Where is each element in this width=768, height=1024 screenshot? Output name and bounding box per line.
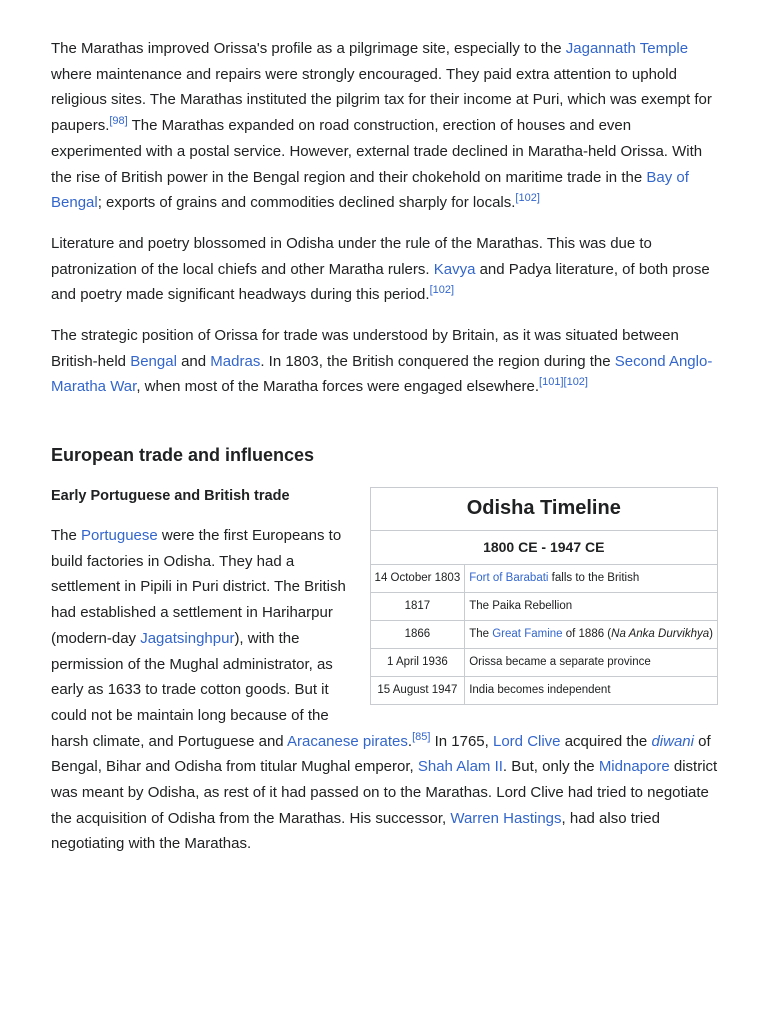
timeline-date: 1817 [370,593,465,621]
link-madras[interactable]: Madras [210,352,261,370]
paragraph-text: The Marathas improved Orissa's profile as a pilgrimage site, especially to the [51,40,566,57]
subsection-heading: Early Portuguese and British trade [51,488,290,504]
ref-102[interactable]: [102] [429,284,455,297]
link-bay-of-bengal[interactable]: Bay of Bengal [51,168,689,212]
paragraph-text: ; exports of grains and commodities declined sharply for locals. [97,194,516,212]
paragraph-strategic [51,323,713,400]
timeline-date: 15 August 1947 [370,677,465,705]
infobox-subtitle: 1800 CE - 1947 CE [370,531,717,565]
paragraph-text: In 1765, [430,732,493,750]
timeline-row [370,649,717,677]
timeline-event-text: ) [709,627,713,640]
link-kavya[interactable]: Kavya [433,260,476,278]
timeline-date: 1 April 1936 [370,649,465,677]
timeline-date: 1866 [370,621,465,649]
ref-85[interactable]: [85] [412,730,431,743]
timeline-row [370,593,717,621]
link-fort-of-barabati[interactable]: Fort of Barabati [469,571,549,584]
link-diwani[interactable] [651,733,694,750]
paragraph-portuguese [51,497,718,857]
timeline-event-italic: Na Anka Durvikhya [611,627,710,640]
timeline-event: The Paika Rebellion [465,593,718,621]
paragraph-text: The strategic position of Orissa for trade was understood by Britain, as it was situated between British-held [51,327,679,370]
timeline-event [465,565,718,593]
paragraph-text: and Padya literature, of both prose and poetry made significant headways during this period. [51,260,710,304]
timeline-infobox [370,487,718,705]
timeline-row [370,621,717,649]
paragraph-text: Literature and poetry blossomed in Odisha under the rule of the Marathas. This was due to patronization of the local chiefs and other Maratha rulers. [51,234,652,278]
link-great-famine[interactable]: Great Famine [492,627,563,640]
paragraph-text: ), with the permission of the Mughal administrator, as early as 1633 to trade cotton goods. But it could not be maintain long because of the harsh climate, and Portuguese and [51,629,333,750]
paragraph-text: where maintenance and repairs were strongly encouraged. They paid extra attention to uphold religious sites. The Marathas instituted the pilgrim tax for their income at Puri, which was exempt for paupers. [51,65,712,135]
link-jagannath-temple[interactable]: Jagannath Temple [565,40,689,57]
paragraph-text: of Bengal, Bihar and Odisha from titular Mughal emperor, [51,732,711,776]
paragraph-literature [51,231,713,308]
paragraph-text: . [407,732,413,750]
timeline-event-text: falls to the British [548,571,640,584]
ref-102[interactable]: [102] [563,376,588,389]
paragraph-text: were the first Europeans to build factories in Odisha. They had a settlement in Pipili in Puri district. The British had established a settlement in Hariharpur (modern-day [51,527,346,647]
paragraph-text: , had also tried negotiating with the Marathas. [51,809,660,853]
link-jagatsinghpur[interactable]: Jagatsinghpur [140,629,235,647]
paragraph-text: , when most of the Maratha forces were engaged elsewhere. [136,378,540,396]
link-midnapore[interactable]: Midnapore [598,758,670,776]
timeline-event [465,621,718,649]
article-content [51,36,713,415]
paragraph-text: The Marathas expanded on road construction, erection of houses and even experimented with a postal service. However, external trade declined in Maratha-held Orissa. With the rise of British power in the Bengal region and their chokehold on maritime trade in the [51,117,703,186]
link-bengal[interactable]: Bengal [130,352,177,370]
infobox-title: Odisha Timeline [370,488,717,531]
link-portuguese[interactable]: Portuguese [81,527,158,544]
timeline-date: 14 October 1803 [370,565,465,593]
paragraph-pilgrimage [51,36,713,216]
paragraph-text: . In 1803, the British conquered the region during the [260,352,615,370]
paragraph-text: and [176,352,211,370]
timeline-event-text: of 1886 ( [562,627,612,640]
link-aracanese-pirates[interactable]: Aracanese pirates [287,732,408,750]
section-heading: European trade and influences [51,445,315,465]
ref-98[interactable]: [98] [109,115,128,128]
paragraph-text: district was meant by Odisha, as rest of it had passed on to the Marathas. Lord Clive had tried to negotiate the acquisition of Odisha from the Marathas. His successor, [51,758,718,827]
paragraph-text: . But, only the [502,758,599,776]
link-second-anglo-maratha-war[interactable]: Second Anglo-Maratha War [51,352,713,396]
timeline-row [370,565,717,593]
timeline-event: Orissa became a separate province [465,649,718,677]
ref-102[interactable]: [102] [515,192,540,205]
paragraph-text: acquired the [560,732,652,750]
timeline-row [370,677,717,705]
timeline-event-text: The [469,627,493,640]
link-shah-alam-ii[interactable]: Shah Alam II [417,758,503,776]
link-lord-clive[interactable]: Lord Clive [493,732,561,750]
paragraph-text: The [51,527,82,544]
ref-101[interactable]: [101] [539,376,564,389]
link-diwani-text: diwani [651,732,694,750]
timeline-event: India becomes independent [465,677,718,705]
link-warren-hastings[interactable]: Warren Hastings [450,809,562,827]
